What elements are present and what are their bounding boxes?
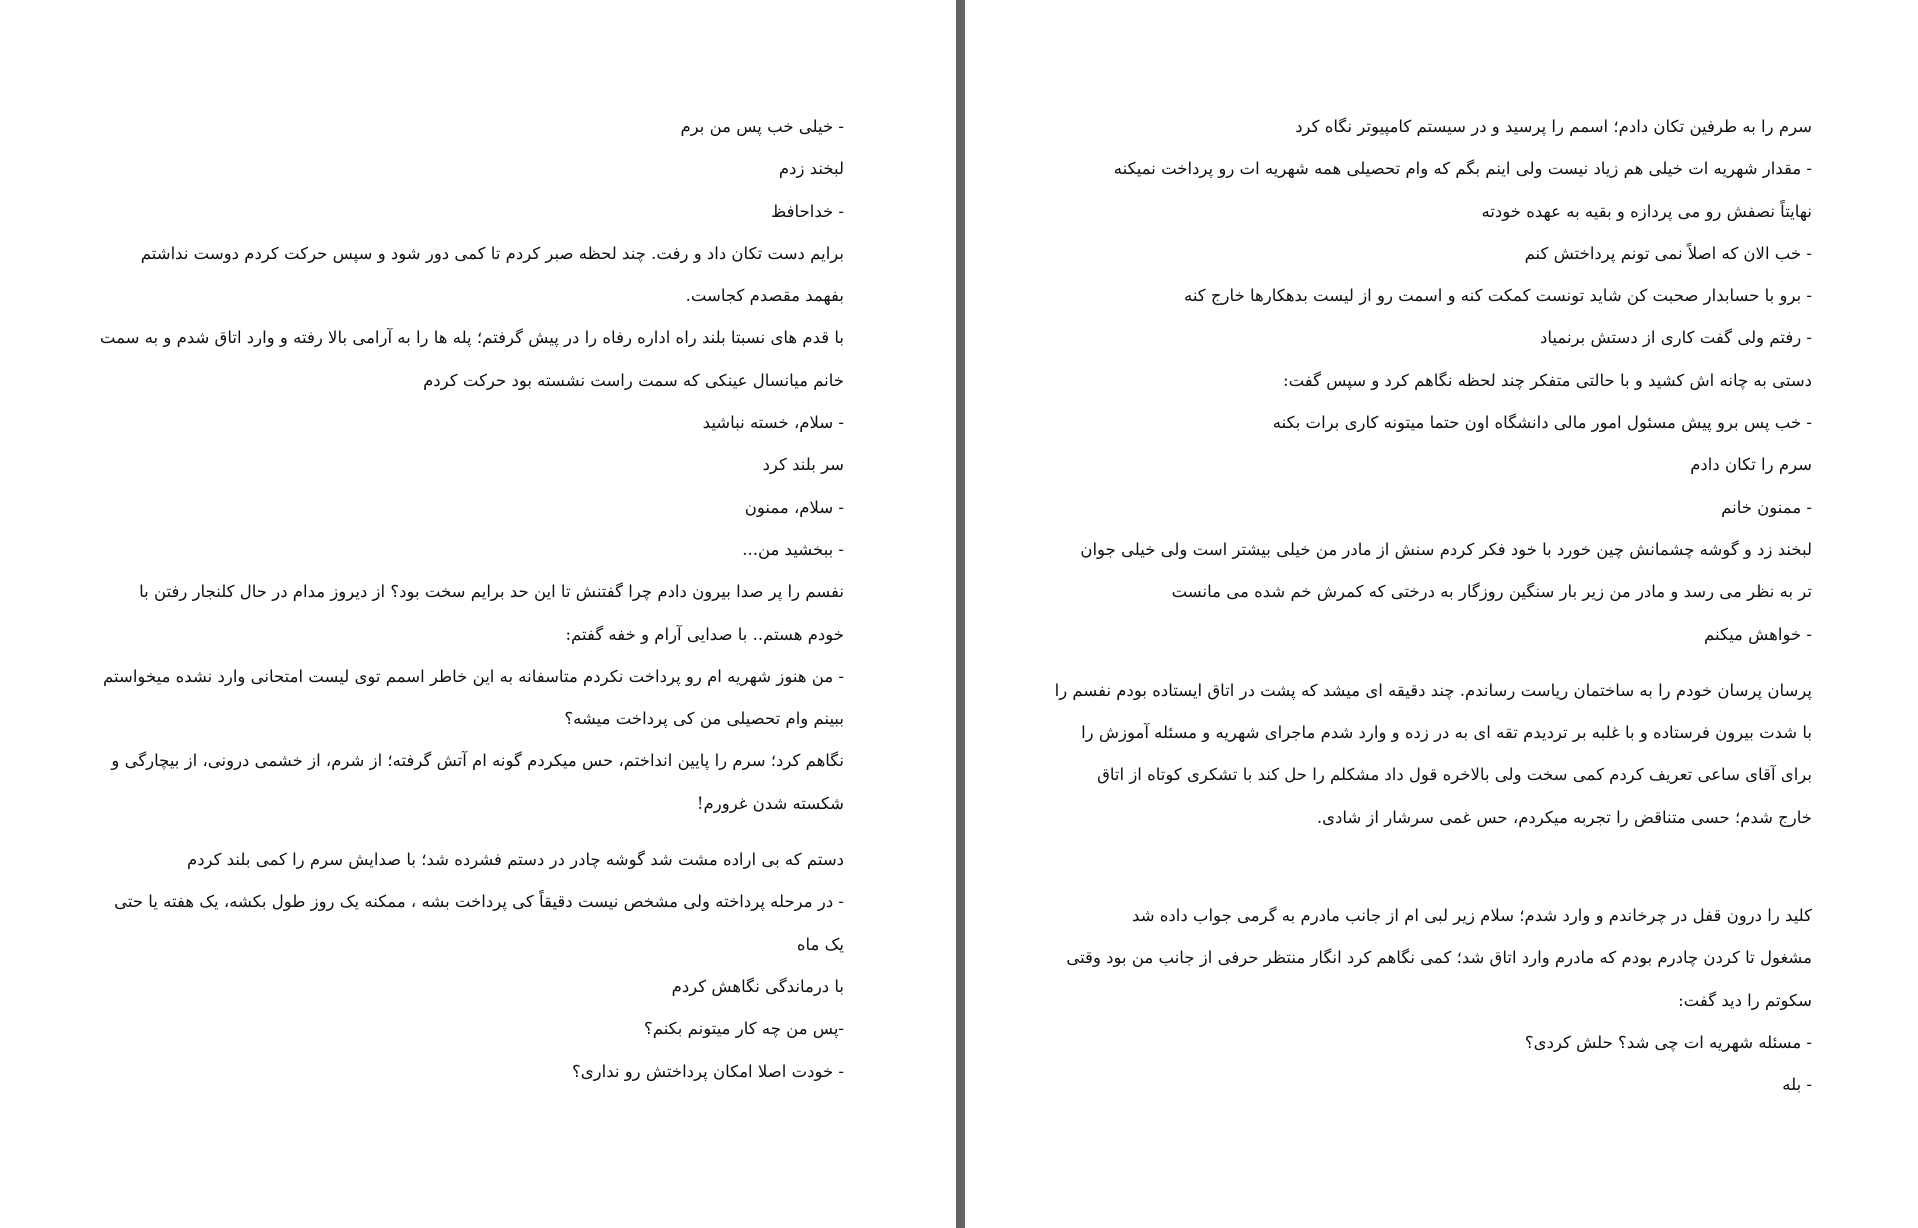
text-line: - خداحافظ xyxy=(770,201,844,221)
text-line: -پس من چه کار میتونم بکنم؟ xyxy=(643,1019,844,1039)
text-line: - ببخشید من... xyxy=(742,539,844,559)
text-line: نگاهم کرد؛ سرم را پایین انداختم، حس میکردم گونه ام آتش گرفته؛ از شرم، از خشمی درونی، از بیچارگی و xyxy=(111,751,844,771)
text-line: خودم هستم.. با صدایی آرام و خفه گفتم: xyxy=(565,624,844,644)
text-line: - خودت اصلا امکان پرداختش رو نداری؟ xyxy=(571,1061,844,1081)
text-line: - خیلی خب پس من برم xyxy=(680,117,844,136)
text-line: برایم دست تکان داد و رفت. چند لحظه صبر کردم تا کمی دور شود و سپس حرکت کردم دوست نداشتم xyxy=(140,243,844,263)
text-line: خارج شدم؛ حسی متناقض را تجربه میکردم، حس غمی سرشار از شادی. xyxy=(1316,807,1812,827)
text-line: با شدت بیرون فرستاده و با غلبه بر تردیدم تقه ای به در زده و وارد شدم ماجرای شهریه و مسئله آموزش را xyxy=(1081,723,1812,743)
text-line: نهایتاً نصفش رو می پردازه و بقیه به عهده خودته xyxy=(1481,201,1812,221)
text-line: دستی به چانه اش کشید و با حالتی متفکر چند لحظه نگاهم کرد و سپس گفت: xyxy=(1283,370,1812,390)
text-line: - من هنوز شهریه ام رو پرداخت نکردم متاسفانه به این خاطر اسمم توی لیست امتحانی وارد نشده میخواستم xyxy=(103,666,844,686)
text-line: سر بلند کرد xyxy=(762,455,844,475)
right-page-text xyxy=(1052,106,1812,1107)
text-line: با قدم های نسبتا بلند راه اداره رفاه را در پیش گرفتم؛ پله ها را به آرامی بالا رفته و وارد اتاق شدم و به سمت xyxy=(99,328,844,348)
text-line: - خواهش میکنم xyxy=(1704,624,1812,644)
text-line: سکوتم را دید گفت: xyxy=(1678,990,1812,1010)
paragraph-gap xyxy=(1052,839,1812,895)
text-line: لبخند زد و گوشه چشمانش چین خورد با خود فکر کردم سنش از مادر من خیلی بیشتر است ولی خیلی جوان xyxy=(1080,539,1812,559)
left-page-text xyxy=(84,106,844,1093)
text-line: - خب الان که اصلاً نمی تونم پرداختش کنم xyxy=(1524,243,1812,263)
text-line: یک ماه xyxy=(796,934,844,954)
text-line: با درماندگی نگاهش کردم xyxy=(671,976,844,996)
text-line: خانم میانسال عینکی که سمت راست نشسته بود حرکت کردم xyxy=(423,370,844,390)
text-line: کلید را درون قفل در چرخاندم و وارد شدم؛ سلام زیر لبی ام از جانب مادرم به گرمی جواب داده شد xyxy=(1132,906,1812,926)
text-line: - سلام، خسته نباشید xyxy=(702,413,844,433)
text-line: دستم که بی اراده مشت شد گوشه چادر در دستم فشرده شد؛ با صدایش سرم را کمی بلند کردم xyxy=(186,850,844,870)
page-divider xyxy=(956,0,965,1228)
text-line: - مقدار شهریه ات خیلی هم زیاد نیست ولی اینم بگم که وام تحصیلی همه شهریه ات رو پرداخت نمیکنه xyxy=(1113,159,1812,179)
paragraph-gap xyxy=(84,825,844,839)
left-page xyxy=(0,0,953,1228)
text-line: - مسئله شهریه ات چی شد؟ حلش کردی؟ xyxy=(1524,1032,1812,1052)
text-line: تر به نظر می رسد و مادر من زیر بار سنگین روزگار به درختی که کمرش خم شده می مانست xyxy=(1171,582,1812,602)
paragraph-gap xyxy=(1052,656,1812,670)
text-line: - بله xyxy=(1782,1075,1812,1095)
text-line: - در مرحله پرداخته ولی مشخص نیست دقیقاً کی پرداخت بشه ، ممکنه یک روز طول بکشه، یک هفته یا حتی xyxy=(114,892,844,912)
text-line: - رفتم ولی گفت کاری از دستش برنمیاد xyxy=(1540,328,1812,348)
text-line: بفهمد مقصدم کجاست. xyxy=(685,286,844,306)
text-line: سرم را به طرفین تکان دادم؛ اسمم را پرسید و در سیستم کامپیوتر نگاه کرد xyxy=(1295,117,1812,136)
text-line: ببینم وام تحصیلی من کی پرداخت میشه؟ xyxy=(564,709,844,729)
text-line: لبخند زدم xyxy=(778,159,844,179)
text-line: سرم را تکان دادم xyxy=(1690,455,1812,475)
text-line: پرسان پرسان خودم را به ساختمان ریاست رساندم. چند دقیقه ای میشد که پشت در اتاق ایستاده بودم نفسم را xyxy=(1054,680,1812,700)
text-line: - برو با حسابدار صحبت کن شاید تونست کمکت کنه و اسمت رو از لیست بدهکارها خارج کنه xyxy=(1183,286,1812,306)
text-line: مشغول تا کردن چادرم بودم که مادرم وارد اتاق شد؛ کمی نگاهم کرد انگار منتظر حرفی از جانب من بود وقتی xyxy=(1066,948,1812,968)
text-line: شکسته شدن غرورم! xyxy=(696,793,844,813)
text-line: نفسم را پر صدا بیرون دادم چرا گفتنش تا این حد برایم سخت بود؟ از دیروز مدام در حال کلنجار رفتن با xyxy=(139,582,844,602)
text-line: - ممنون خانم xyxy=(1721,497,1812,517)
text-line: - سلام، ممنون xyxy=(744,497,844,517)
text-line: برای آقای ساعی تعریف کردم کمی سخت ولی بالاخره قول داد مشکلم را حل کند با تشکری کوتاه از اتاق xyxy=(1097,765,1812,785)
text-line: - خب پس برو پیش مسئول امور مالی دانشگاه اون حتما میتونه کاری برات بکنه xyxy=(1272,413,1812,433)
right-page xyxy=(970,0,1918,1228)
